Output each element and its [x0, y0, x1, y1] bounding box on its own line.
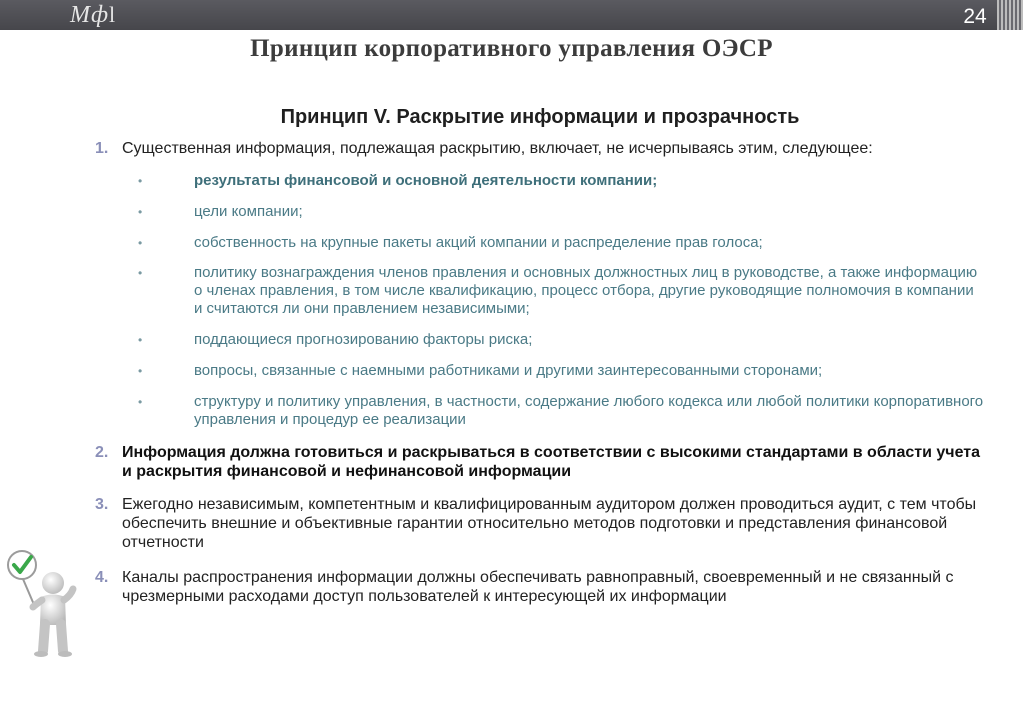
bullet-dot: • — [138, 395, 143, 409]
bullet-dot: • — [138, 266, 143, 280]
item-text: Существенная информация, подлежащая раскрытию, включает, не исчерпываясь этим, следующее: — [122, 140, 873, 157]
bullet-text: результаты финансовой и основной деятельности компании; — [194, 172, 658, 189]
bullet-dot: • — [138, 364, 143, 378]
item-number: 1. — [95, 140, 109, 157]
slide-subtitle: Принцип V. Раскрытие информации и прозрачность — [280, 106, 800, 128]
logo: Мфl — [70, 2, 117, 28]
bullet-text: политику вознаграждения членов правления и основных должностных лиц в руководстве, а также информацию о членах правления, в том числе квалификацию, процесс отбора, другие руководящие полномочия в компании и считаются ли они правлением независимыми; — [194, 264, 978, 317]
bullet-dot: • — [138, 174, 143, 188]
item-number: 4. — [95, 569, 109, 586]
slide-title: Принцип корпоративного управления ОЭСР — [250, 35, 773, 62]
item-text: Каналы распространения информации должны обеспечивать равноправный, своевременный и не связанный с чрезмерными расходами доступ пользователей к интересующей их информации — [122, 569, 954, 605]
bullet-text: структуру и политику управления, в частности, содержание любого кодекса или любой политики корпоративного управления и процедур ее реализации — [194, 393, 984, 428]
person-with-checkmark-icon — [5, 545, 85, 660]
bullet-dot: • — [138, 205, 143, 219]
bullet-dot: • — [138, 236, 143, 250]
item-text: Информация должна готовиться и раскрываться в соответствии с высокими стандартами в области учета и раскрытия финансовой и нефинансовой информации — [122, 444, 980, 480]
bullet-text: вопросы, связанные с наемными работниками и другими заинтересованными сторонами; — [194, 362, 823, 379]
item-number: 2. — [95, 444, 109, 461]
page-number: 24 — [963, 5, 987, 28]
bullet-dot: • — [138, 333, 143, 347]
item-number: 3. — [95, 496, 109, 513]
item-text: Ежегодно независимым, компетентным и квалифицированным аудитором должен проводиться аудит, с тем чтобы обеспечить внешние и объективные гарантии относительно методов подготовки и представления финансовой отчетности — [122, 496, 977, 551]
bullet-text: поддающиеся прогнозированию факторы риска; — [194, 331, 533, 348]
bullet-text: собственность на крупные пакеты акций компании и распределение прав голоса; — [194, 234, 763, 251]
top-bar — [0, 0, 1023, 30]
header-stripes — [997, 0, 1023, 30]
bullet-text: цели компании; — [194, 203, 303, 220]
